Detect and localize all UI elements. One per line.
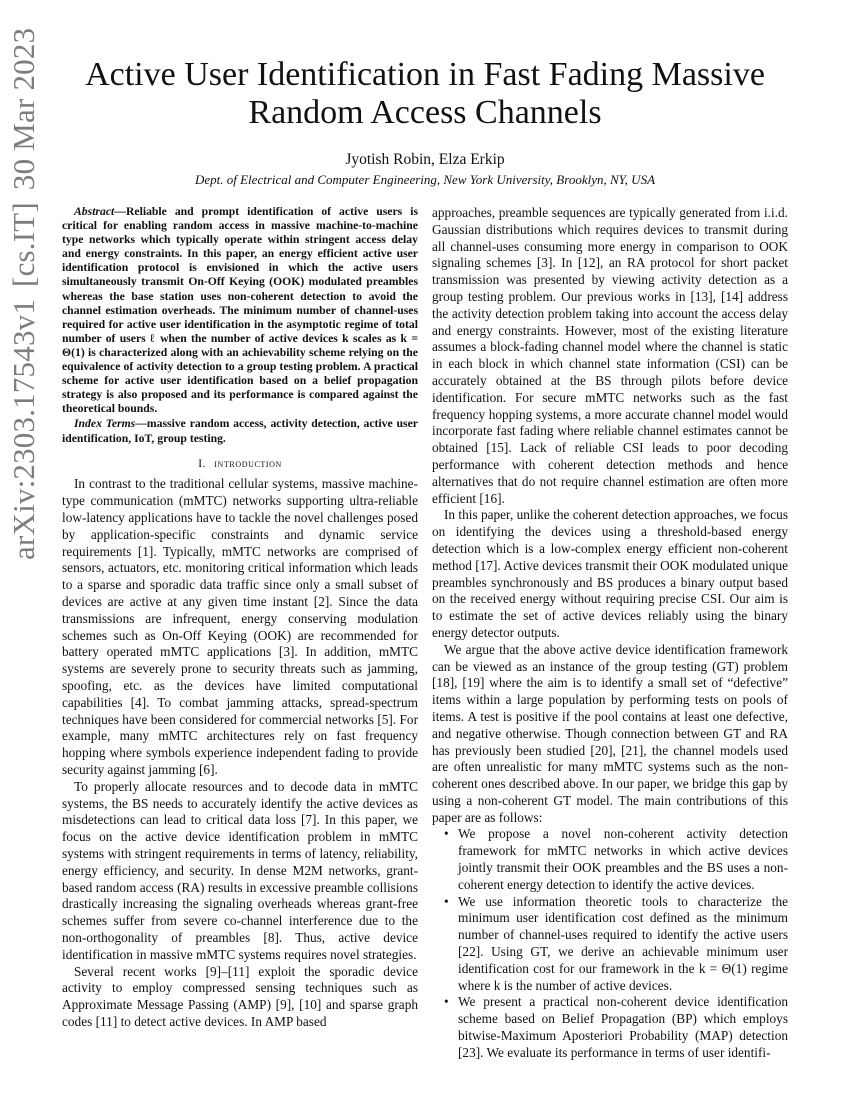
index-terms-text: —massive random access, activity detection, active user identification, IoT, group testing. <box>62 417 418 445</box>
paper-title <box>60 56 790 132</box>
paragraph: Several recent works [9]–[11] exploit the sporadic device activity to employ compressed sensing techniques such as Approximate Message Passing (AMP) [9], [10] and sparse graph codes [11] to detect active devices. In AMP based <box>62 963 418 1029</box>
list-item-text: We use information theoretic tools to characterize the minimum user identification cost defined as the minimum number of channel-uses required to identify the active users [22]. Using GT, we derive an achievable minimum user identification cost for our framework in the k = Θ(1) regime where k is the number of active devices. <box>458 893 788 993</box>
abstract-text: —Reliable and prompt identification of active users is critical for enabling random access in massive machine-to-machine type networks which typically operate within stringent access delay and energy constraints. In this paper, an energy efficient active user identification protocol is envisioned in which the active users simultaneously transmit On-Off Keying (OOK) modulated preambles whereas the base station uses non-coherent detection to avoid the channel estimation overheads. The minimum number of channel-uses required for active user identification in the asymptotic regime of total number of users ℓ when the number of active devices k scales as k = Θ(1) is characterized along with an achievability scheme relying on the equivalence of activity detection to a group testing problem. A practical scheme for active user identification based on a belief propagation strategy is also proposed and its performance is compared against the theoretical bounds. <box>62 205 418 416</box>
abstract-label: Abstract <box>74 205 115 218</box>
list-item-text: We propose a novel non-coherent activity detection framework for mMTC networks in which active devices jointly transmit their OOK preambles and the BS uses a non-coherent energy detection to identify the active devices. <box>458 826 788 892</box>
list-item-text: We present a practical non-coherent device identification scheme based on Belief Propagation (BP) which employs bitwise-Maximum Aposteriori Probability (MAP) detection [23]. We evaluate its performance in terms of user identifi- <box>458 994 788 1060</box>
paragraph: We argue that the above active device identification framework can be viewed as an instance of the group testing (GT) problem [18], [19] where the aim is to identify a small set of “defective” items within a large population by performing tests on pools of items. A test is positive if the pool contains at least one defective, and negative otherwise. Though connection between GT and RA has previously been studied [20], [21], the channel models used are often unrealistic for many mMTC systems such as the non-coherent ones described above. In our paper, we bridge this gap by using a non-coherent GT model. The main contributions of this paper are as follows: <box>432 641 788 825</box>
bullet: • <box>444 994 449 1010</box>
list-item <box>432 994 788 1061</box>
arxiv-stamp <box>4 0 44 560</box>
paragraph: In contrast to the traditional cellular systems, massive machine-type communication (mMTC) networks supporting ultra-reliable low-latency applications have to tackle the novel challenges posed by application-specific constraints and dynamic service requirements [1]. Typically, mMTC networks are comprised of sensors, actuators, etc. monitoring critical information which leads to a sparse and sporadic data traffic since only a small subset of devices are active at any given time instant [2]. Since the data transmissions are infrequent, energy conserving modulation schemes such as On-Off Keying (OOK) are recommended for battery operated mMTC applications [3]. In addition, mMTC systems are severely prone to security threats such as jamming, spoofing, etc. as the devices have limited computational capabilities [4]. To combat jamming attacks, spread-spectrum techniques have been considered for commercial networks [5]. For example, many mMTC architectures rely on fast frequency hopping where symbols experience independent fading to provide security against jamming [6]. <box>62 476 418 777</box>
arxiv-date: 30 Mar 2023 <box>6 27 41 191</box>
bullet: • <box>444 826 449 842</box>
paragraph: approaches, preamble sequences are typically generated from i.i.d. Gaussian distributions which requires devices to transmit during all channel-uses consuming more energy in comparison to OOK signaling schemes [3]. In [12], an RA protocol for short packet transmission was presented by viewing activity detection as a group testing problem. Our previous works in [13], [14] address the activity detection problem taking into account the access delay and energy constraints. However, most of the existing literature assumes a block-fading channel model where the channel is static in each block in which channel state information (CSI) can be accurately obtained at the BS through pilots before device identification. For secure mMTC networks such as the fast frequency hopping systems, a more accurate channel model would incorporate fast fading where reliable channel estimates cannot be obtained [15]. Lack of reliable CSI leads to poor decoding performance with coherent detection methods and hence alternatives that do not require channel estimation are often more efficient [16]. <box>432 205 788 506</box>
section-number: I. <box>198 455 207 470</box>
contributions-list <box>432 826 788 1061</box>
title-line-2: Random Access Channels <box>248 94 602 131</box>
arxiv-category: [cs.IT] <box>6 202 41 287</box>
list-item <box>432 894 788 995</box>
arxiv-id: arXiv:2303.17543v1 <box>6 298 41 560</box>
index-terms <box>62 417 418 445</box>
affiliation: Dept. of Electrical and Computer Engineering, New York University, Brooklyn, NY, USA <box>194 172 656 187</box>
paragraph: To properly allocate resources and to decode data in mMTC systems, the BS needs to accurately identify the active devices as misdetections can lead to critical data loss [7]. In this paper, we focus on the active device identification problem in mMTC systems with stringent requirements in terms of latency, reliability, energy efficiency, and security. In dense M2M networks, grant-based random access (RA) results in excessive preamble collisions drastically increasing the signaling overheads whereas grant-free schemes suffer from severe co-channel interference due to the non-orthogonality of preambles [8]. Thus, active device identification in massive mMTC systems requires novel strategies. <box>62 778 418 962</box>
index-terms-label: Index Terms <box>74 417 136 431</box>
section-heading-introduction <box>62 455 418 472</box>
list-item <box>432 826 788 893</box>
title-line-1: Active User Identification in Fast Fading Massive <box>85 56 765 93</box>
authors: Jyotish Robin, Elza Erkip <box>345 151 505 168</box>
right-column <box>432 205 788 1062</box>
left-column <box>62 205 418 1031</box>
section-name: introduction <box>214 455 282 470</box>
abstract <box>62 205 418 416</box>
bullet: • <box>444 893 449 909</box>
paragraph: In this paper, unlike the coherent detection approaches, we focus on identifying the devices using a threshold-based energy detection which is a low-complex energy efficient non-coherent method [17]. Active devices transmit their OOK modulated unique preambles synchronously and BS produces a binary output based on the received energy without requiring precise CSI. Our aim is to estimate the set of active devices reliably using the binary energy detector outputs. <box>432 507 788 640</box>
